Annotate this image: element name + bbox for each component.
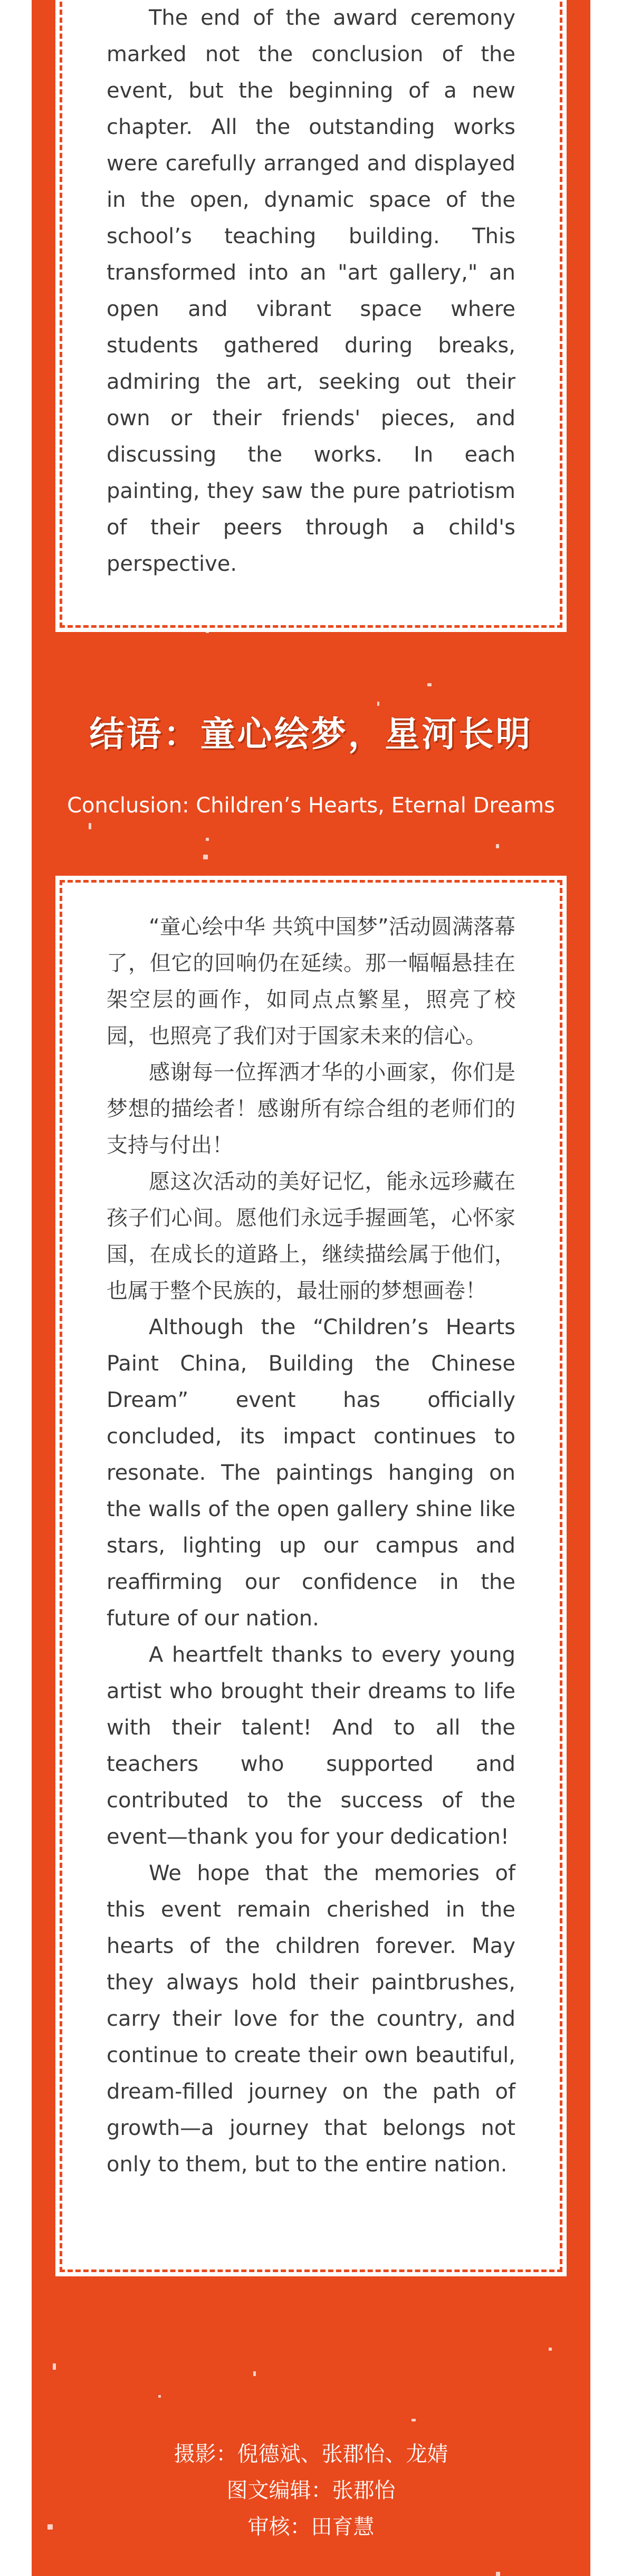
conclusion-paragraph-zh: 愿这次活动的美好记忆，能永远珍藏在孩子们心间。愿他们永远手握画笔，心怀家国，在成长的道路上，继续描绘属于他们，也属于整个民族的，最壮丽的梦想画卷！ bbox=[107, 1170, 515, 1303]
conclusion-paragraph-en: Although the “Children’s Hearts Paint China, Building the Chinese Dream” event has officially concluded, its impact continues to resonate. The paintings hanging on the walls of the open gallery shine like stars, lighting up our campus and reaffirming our confidence in the future of our nation. bbox=[107, 1315, 515, 1631]
credit-reviewer: 审核：田育慧 bbox=[247, 2515, 375, 2539]
decorative-speck bbox=[89, 823, 91, 829]
decorative-speck bbox=[158, 2395, 161, 2398]
decorative-speck bbox=[53, 2363, 56, 2370]
decorative-speck bbox=[377, 702, 379, 706]
conclusion-text-card bbox=[55, 876, 567, 2276]
conclusion-title-en: Conclusion: Children’s Hearts, Eternal Dreams bbox=[67, 793, 555, 818]
decorative-speck bbox=[253, 2371, 256, 2376]
decorative-speck bbox=[412, 2419, 416, 2421]
credit-editor: 图文编辑：张郡怡 bbox=[226, 2478, 396, 2503]
conclusion-paragraph-zh: 感谢每一位挥洒才华的小画家，你们是梦想的描绘者！感谢所有综合组的老师们的支持与付出！ bbox=[107, 1060, 515, 1157]
decorative-speck bbox=[203, 855, 208, 859]
credits-block bbox=[32, 2436, 590, 2545]
decorative-speck bbox=[549, 2348, 552, 2351]
credit-photography: 摄影：倪德斌、张郡怡、龙婧 bbox=[174, 2442, 448, 2466]
conclusion-paragraph-en: A heartfelt thanks to every young artist who brought their dreams to life with their talent! And to all the teachers who supported and contributed to the success of the event—thank you for your dedication! bbox=[107, 1643, 515, 1849]
gallery-paragraph: The end of the award ceremony marked not the conclusion of the event, but the beginning of a new chapter. All the outstanding works were carefully arranged and displayed in the open, dynamic space of the school’s teaching building. This transformed into an "art gallery," an open and vibrant space where students gathered during breaks, admiring the art, seeking out their own or their friends' pieces, and discussing the works. In each painting, they saw the pure patriotism of their peers through a child's perspective. bbox=[107, 6, 515, 576]
decorative-speck bbox=[206, 838, 209, 841]
page-background bbox=[32, 0, 590, 2576]
conclusion-title-zh: 结语：童心绘梦，星河长明 bbox=[89, 714, 533, 754]
conclusion-paragraph-en: We hope that the memories of this event remain cherished in the hearts of the children forever. May they always hold their paintbrushes, carry their love for the country, and continue to create their own beautiful, dream-filled journey on the path of growth—a journey that belongs not only to them, but to the entire nation. bbox=[107, 1861, 515, 2177]
decorative-speck bbox=[496, 2572, 500, 2576]
conclusion-paragraph-zh: “童心绘中华 共筑中国梦”活动圆满落幕了，但它的回响仍在延续。那一幅幅悬挂在架空层的画作，如同点点繁星，照亮了校园，也照亮了我们对于国家未来的信心。 bbox=[107, 915, 515, 1048]
decorative-speck bbox=[427, 683, 432, 686]
decorative-speck bbox=[496, 844, 499, 848]
gallery-text-card bbox=[55, 0, 567, 632]
